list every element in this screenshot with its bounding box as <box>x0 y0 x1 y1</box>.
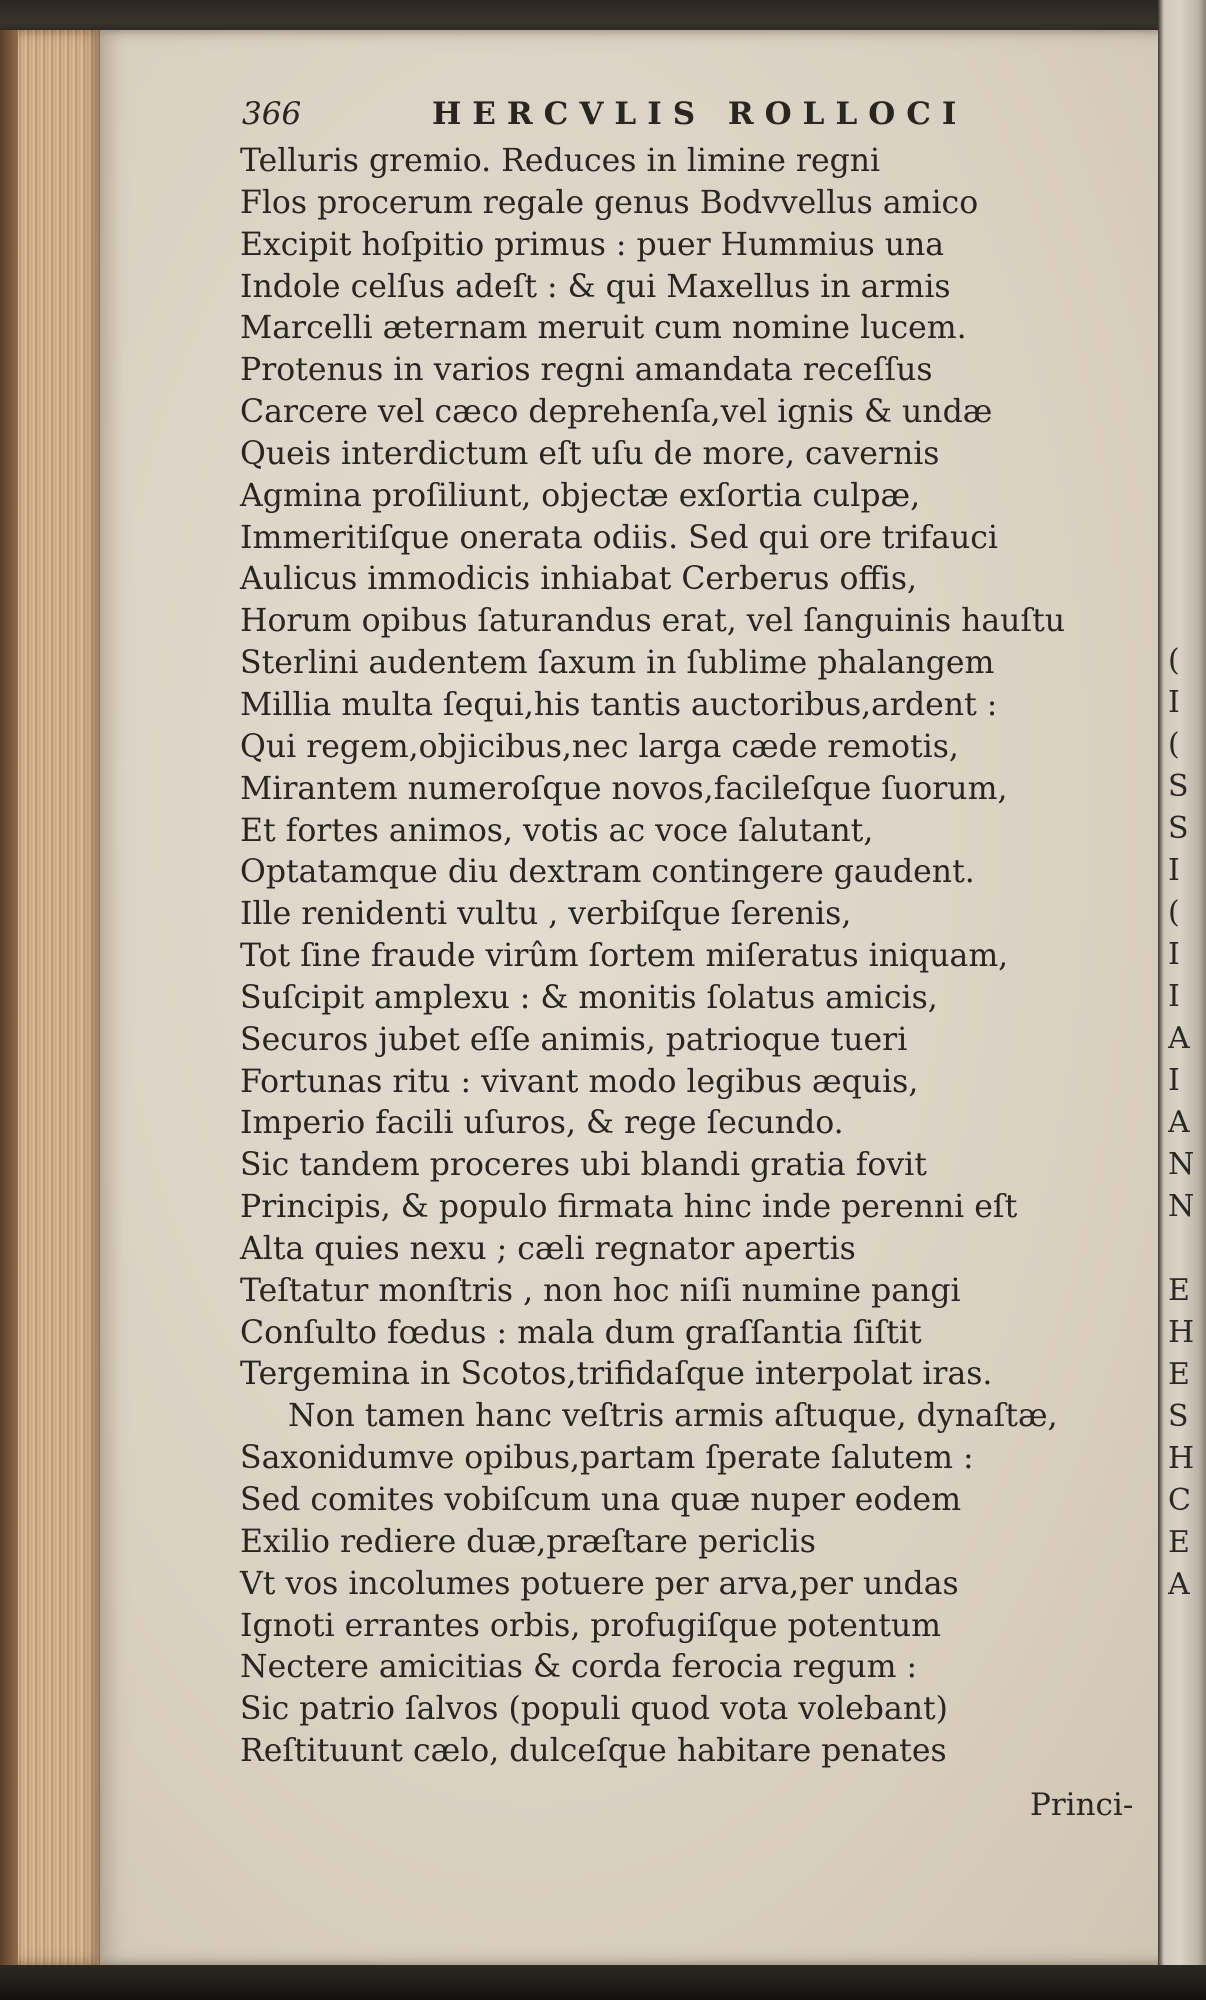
verse-line: Et fortes animos, votis ac voce ſalutant, <box>240 812 874 849</box>
facing-page-text-fragment: ( I ( S S I ( I I A I A N N E H E S H C E A <box>1168 643 1195 1602</box>
verse-line: Sic tandem proceres ubi blandi gratia fovit <box>240 1147 927 1184</box>
scan-bottom-edge <box>0 1965 1206 2000</box>
fore-edge-shadow <box>0 30 18 1965</box>
verse-line: Carcere vel cæco deprehenſa,vel ignis & undæ <box>240 394 993 431</box>
verse-line: Indole celſus adeſt : & qui Maxellus in armis <box>240 268 951 305</box>
verse-line: Vt vos incolumes potuere per arva,per undas <box>240 1565 959 1602</box>
verse-line: Flos procerum regale genus Bodvvellus amico <box>240 184 979 221</box>
running-head <box>242 96 1032 138</box>
verse-line: Ille renidenti vultu , verbiſque ſerenis, <box>240 896 852 933</box>
catchword: Princi- <box>1030 1787 1134 1823</box>
verse-line: Excipit hoſpitio primus : puer Hummius una <box>240 226 945 263</box>
verse-line: Qui regem,objicibus,nec larga cæde remotis, <box>240 728 959 765</box>
verse-line: Agmina proſiliunt, objectæ exſortia culpæ, <box>240 477 921 514</box>
verse-line: Optatamque diu dextram contingere gaudent. <box>240 854 975 891</box>
verse-line: Non tamen hanc veſtris armis aſtuque, dynaſtæ, <box>288 1398 1058 1435</box>
verse-line: Horum opibus ſaturandus erat, vel ſanguinis hauſtu <box>240 603 1066 640</box>
verse-line: Teſtatur monſtris , non hoc niſi numine pangi <box>240 1272 961 1309</box>
verse-line: Imperio facili uſuros, & rege ſecundo. <box>240 1105 844 1142</box>
verse-line: Reſtituunt cælo, dulceſque habitare penates <box>240 1733 947 1770</box>
verse-line: Tergemina in Scotos,trifidaſque interpolat iras. <box>240 1356 993 1393</box>
verse-line: Conſulto fœdus : mala dum graſſantia ſiſtit <box>240 1314 922 1351</box>
poem-text <box>240 141 1156 1773</box>
verse-line: Marcelli æternam meruit cum nomine lucem. <box>240 310 967 347</box>
verse-line: Ignoti errantes orbis, profugiſque potentum <box>240 1607 942 1644</box>
page-number: 366 <box>242 96 302 132</box>
verse-line: Immeritiſque onerata odiis. Sed qui ore trifauci <box>240 519 998 556</box>
verse-line: Tot ſine fraude virûm ſortem miſeratus iniquam, <box>240 938 1009 975</box>
verse-line: Sterlini audentem ſaxum in ſublime phalangem <box>240 645 995 682</box>
verse-line: Telluris gremio. Reduces in limine regni <box>240 143 881 179</box>
verse-line: Queis interdictum eſt uſu de more, cavernis <box>240 435 940 472</box>
verse-line: Sic patrio ſalvos (populi quod vota volebant) <box>240 1691 948 1728</box>
verse-line: Principis, & populo firmata hinc inde perenni eſt <box>240 1189 1018 1226</box>
verse-line: Protenus in varios regni amandata receſſus <box>240 352 933 389</box>
verse-line: Nectere amicitias & corda ferocia regum : <box>240 1649 918 1686</box>
verse-line: Exilio rediere duæ,præſtare periclis <box>240 1523 816 1560</box>
verse-line: Millia multa ſequi,his tantis auctoribus,ardent : <box>240 686 998 723</box>
verse-line: Securos jubet eſſe animis, patrioque tueri <box>240 1021 908 1058</box>
verse-line: Fortunas ritu : vivant modo legibus æquis, <box>240 1063 919 1100</box>
verse-line: Mirantem numeroſque novos,facileſque ſuorum, <box>240 770 1008 807</box>
verse-line: Saxonidumve opibus,partam ſperate ſalutem : <box>240 1440 974 1477</box>
verse-line: Aulicus immodicis inhiabat Cerberus offis, <box>240 561 918 598</box>
verse-line: Suſcipit amplexu : & monitis ſolatus amicis, <box>240 979 938 1016</box>
verse-line: Alta quies nexu ; cæli regnator apertis <box>240 1230 856 1267</box>
verse-line: Sed comites vobiſcum una quæ nuper eodem <box>240 1482 962 1518</box>
running-title: HERCVLIS ROLLOCI <box>432 96 968 132</box>
